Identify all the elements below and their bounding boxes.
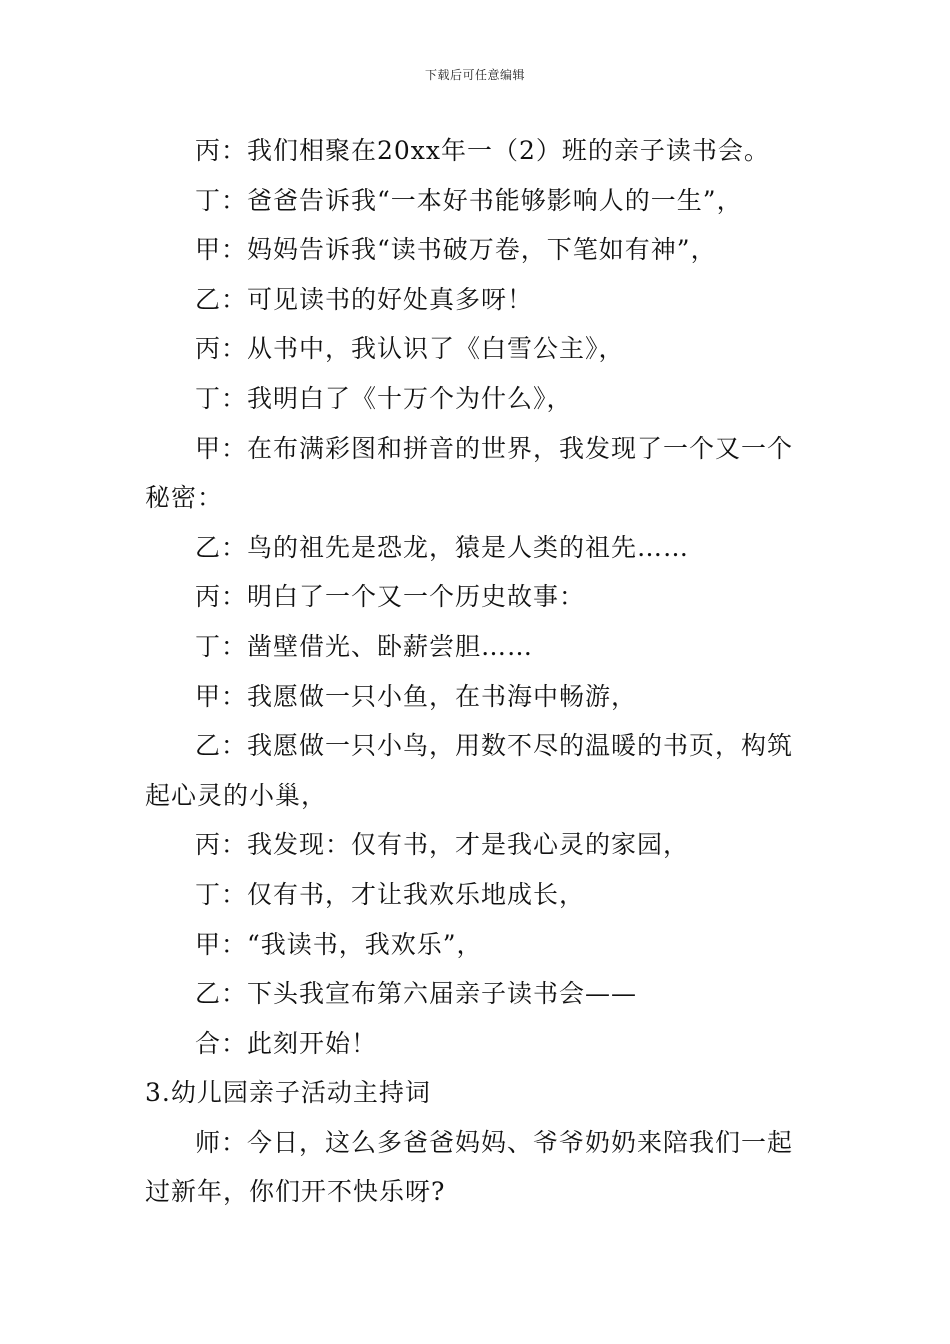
paragraph: 乙：鸟的祖先是恐龙，猿是人类的祖先…… <box>195 532 690 562</box>
paragraph: 乙：可见读书的好处真多呀！ <box>195 284 534 314</box>
paragraph: 甲：在布满彩图和拼音的世界，我发现了一个又一个秘密： <box>145 433 794 513</box>
paragraph: 乙：下头我宣布第六届亲子读书会—— <box>195 979 638 1009</box>
paragraph: 丁：仅有书，才让我欢乐地成长， <box>195 879 586 909</box>
paragraph: 丙：明白了一个又一个历史故事： <box>195 582 586 612</box>
paragraph: 丙：从书中，我认识了《白雪公主》， <box>195 334 625 364</box>
paragraph: 师：今日，这么多爸爸妈妈、爷爷奶奶来陪我们一起过新年，你们开不快乐呀? <box>145 1127 794 1207</box>
paragraph: 甲：我愿做一只小鱼，在书海中畅游， <box>195 681 638 711</box>
paragraph: 甲：妈妈告诉我“读书破万卷，下笔如有神”， <box>195 235 717 265</box>
paragraph: 丙：我们相聚在20xx年一（2）班的亲子读书会。 <box>195 136 770 165</box>
document-body <box>145 126 810 1217</box>
paragraph: 乙：我愿做一只小鸟，用数不尽的温暖的书页，构筑起心灵的小巢， <box>145 731 794 810</box>
paragraph: 合：此刻开始！ <box>195 1028 378 1058</box>
paragraph: 丁：凿壁借光、卧薪尝胆…… <box>195 631 534 661</box>
paragraph: 甲：“我读书，我欢乐”， <box>195 929 483 959</box>
paragraph: 丁：爸爸告诉我“一本好书能够影响人的一生”， <box>195 185 743 215</box>
paragraph: 丁：我明白了《十万个为什么》， <box>195 383 573 413</box>
section-heading: 3.幼儿园亲子活动主持词 <box>145 1078 431 1108</box>
page-header: 下载后可任意编辑 <box>424 68 525 82</box>
paragraph: 丙：我发现：仅有书，才是我心灵的家园， <box>195 830 690 860</box>
